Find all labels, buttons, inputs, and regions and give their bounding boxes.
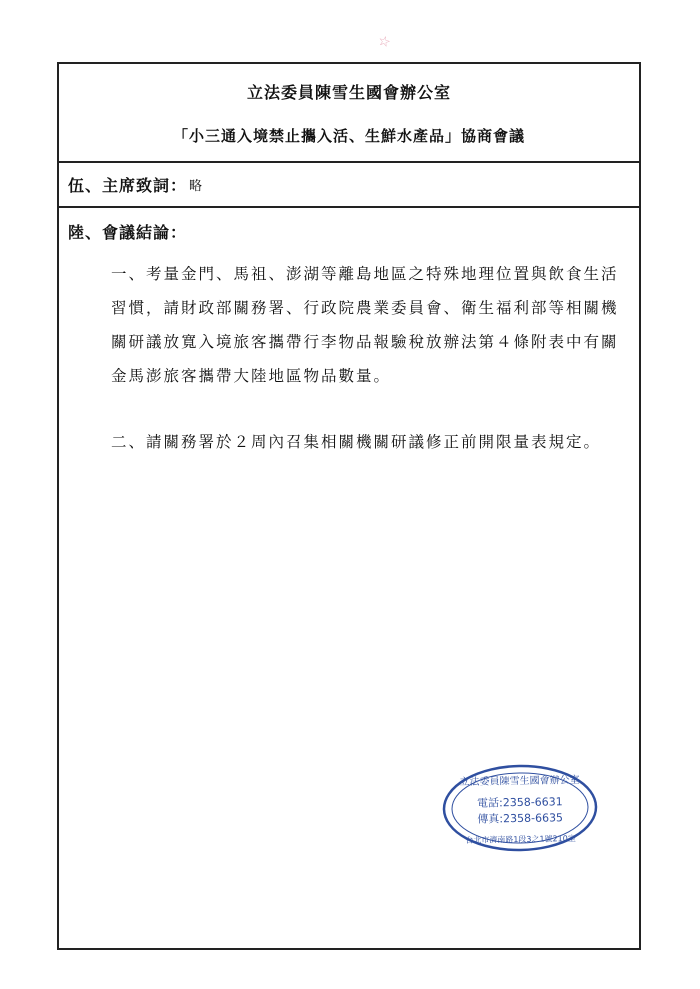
chair-remarks-heading: 伍、主席致詞： [68,176,188,195]
office-seal [439,761,601,856]
chair-remarks-section [59,163,639,208]
seal-address-text: 台北市濟南路1段3之1號210室 [465,834,576,845]
office-title: 立法委員陳雪生國會辦公室 [246,83,451,102]
conclusions-section [59,208,639,459]
document-header [59,64,639,163]
seal-top-text: 立法委員陳雪生國會辦公室 [459,774,580,789]
conclusion-item-1: 一、考量金門、馬祖、澎湖等離島地區之特殊地理位置與飲食生活習慣，請財政部關務署、行政院農業委員會、衛生福利部等相關機關研議放寬入境旅客攜帶行李物品報驗稅放辦法第４條附表中有關金馬澎旅客攜帶大陸地區物品數量。 [111,265,619,385]
seal-phone-text: 電話:2358-6631 [476,795,563,810]
conclusion-item-2: 二、請關務署於２周內召集相關機關研議修正前開限量表規定。 [111,433,602,451]
seal-fax-text: 傳真:2358-6635 [477,811,564,826]
meeting-title: 「小三通入境禁止攜入活、生鮮水產品」協商會議 [172,127,525,145]
conclusions-heading: 陸、會議結論： [68,223,188,242]
chair-remarks-note: 略 [189,179,203,194]
corner-mark: ☆ [376,32,393,52]
